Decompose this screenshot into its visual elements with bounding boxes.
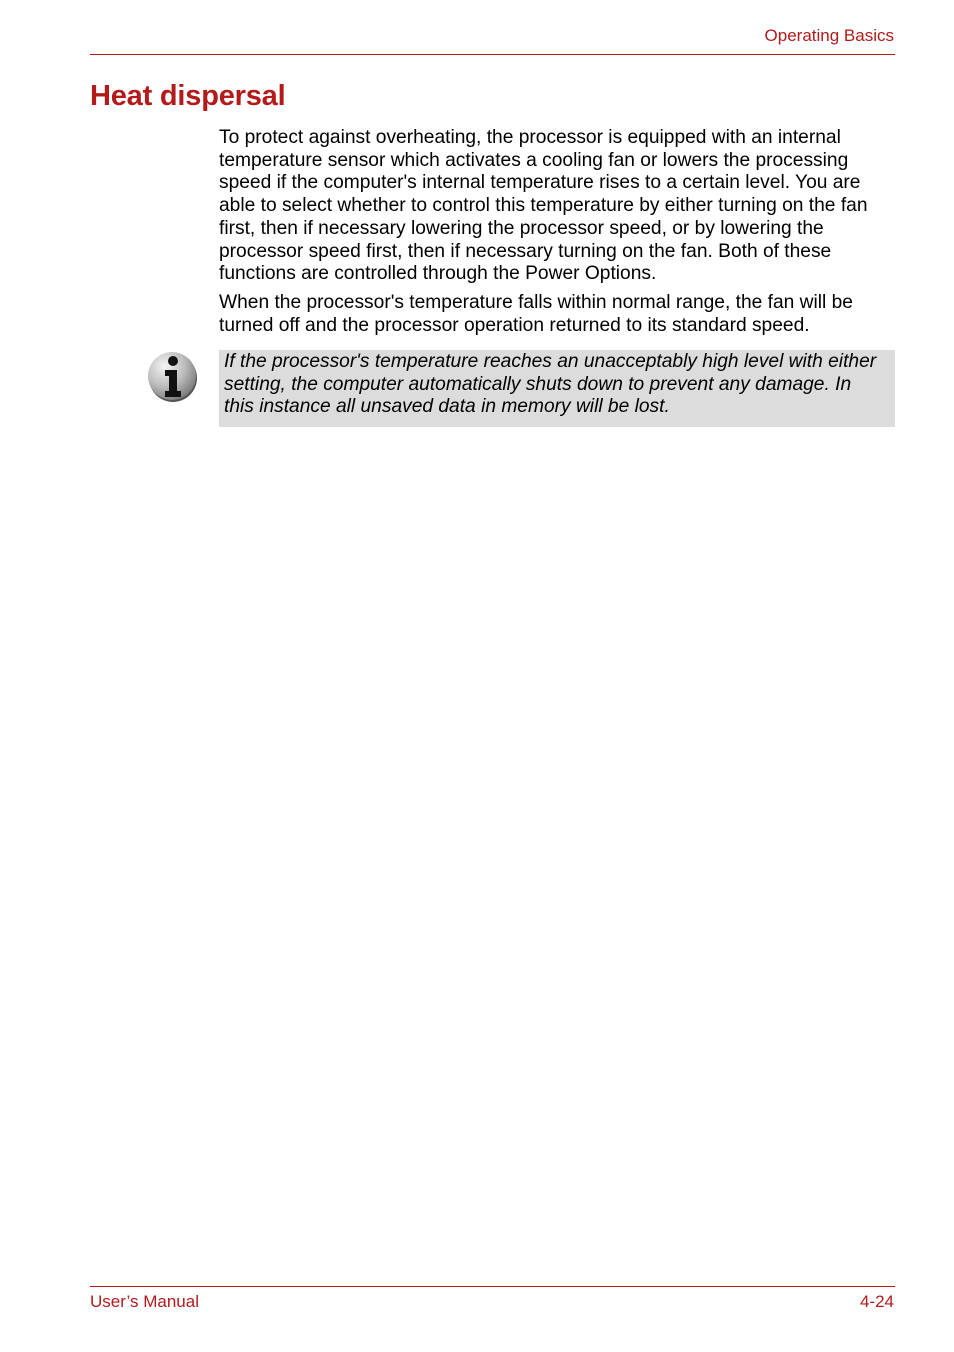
- section-heading: Heat dispersal: [90, 80, 286, 112]
- footer-rule: [90, 1286, 895, 1287]
- paragraph-normal-range: When the processor's temperature falls within normal range, the fan will be turned off and the processor operation returned to its standard speed.: [219, 292, 853, 336]
- note-box: [219, 350, 895, 427]
- running-header: Operating Basics: [764, 26, 894, 45]
- page-number: 4-24: [859, 1292, 894, 1311]
- header-rule: [90, 54, 895, 55]
- paragraph-overheating: To protect against overheating, the processor is equipped with an internal temperature sensor which activates a cooling fan or lowers the processing speed if the computer's internal temperature rises to a certain level. You are able to select whether to control this temperature by either turning on the fan first, then if necessary lowering the processor speed, or by lowering the processor speed first, then if necessary turning on the fan. Both of these functions are controlled through the Power Options.: [219, 127, 868, 285]
- info-icon: [147, 351, 199, 403]
- footer-manual-title: User’s Manual: [90, 1292, 199, 1311]
- note-text: If the processor's temperature reaches an unacceptably high level with either setting, the computer automatically shuts down to prevent any damage. In this instance all unsaved data in memory will be lost.: [224, 351, 877, 418]
